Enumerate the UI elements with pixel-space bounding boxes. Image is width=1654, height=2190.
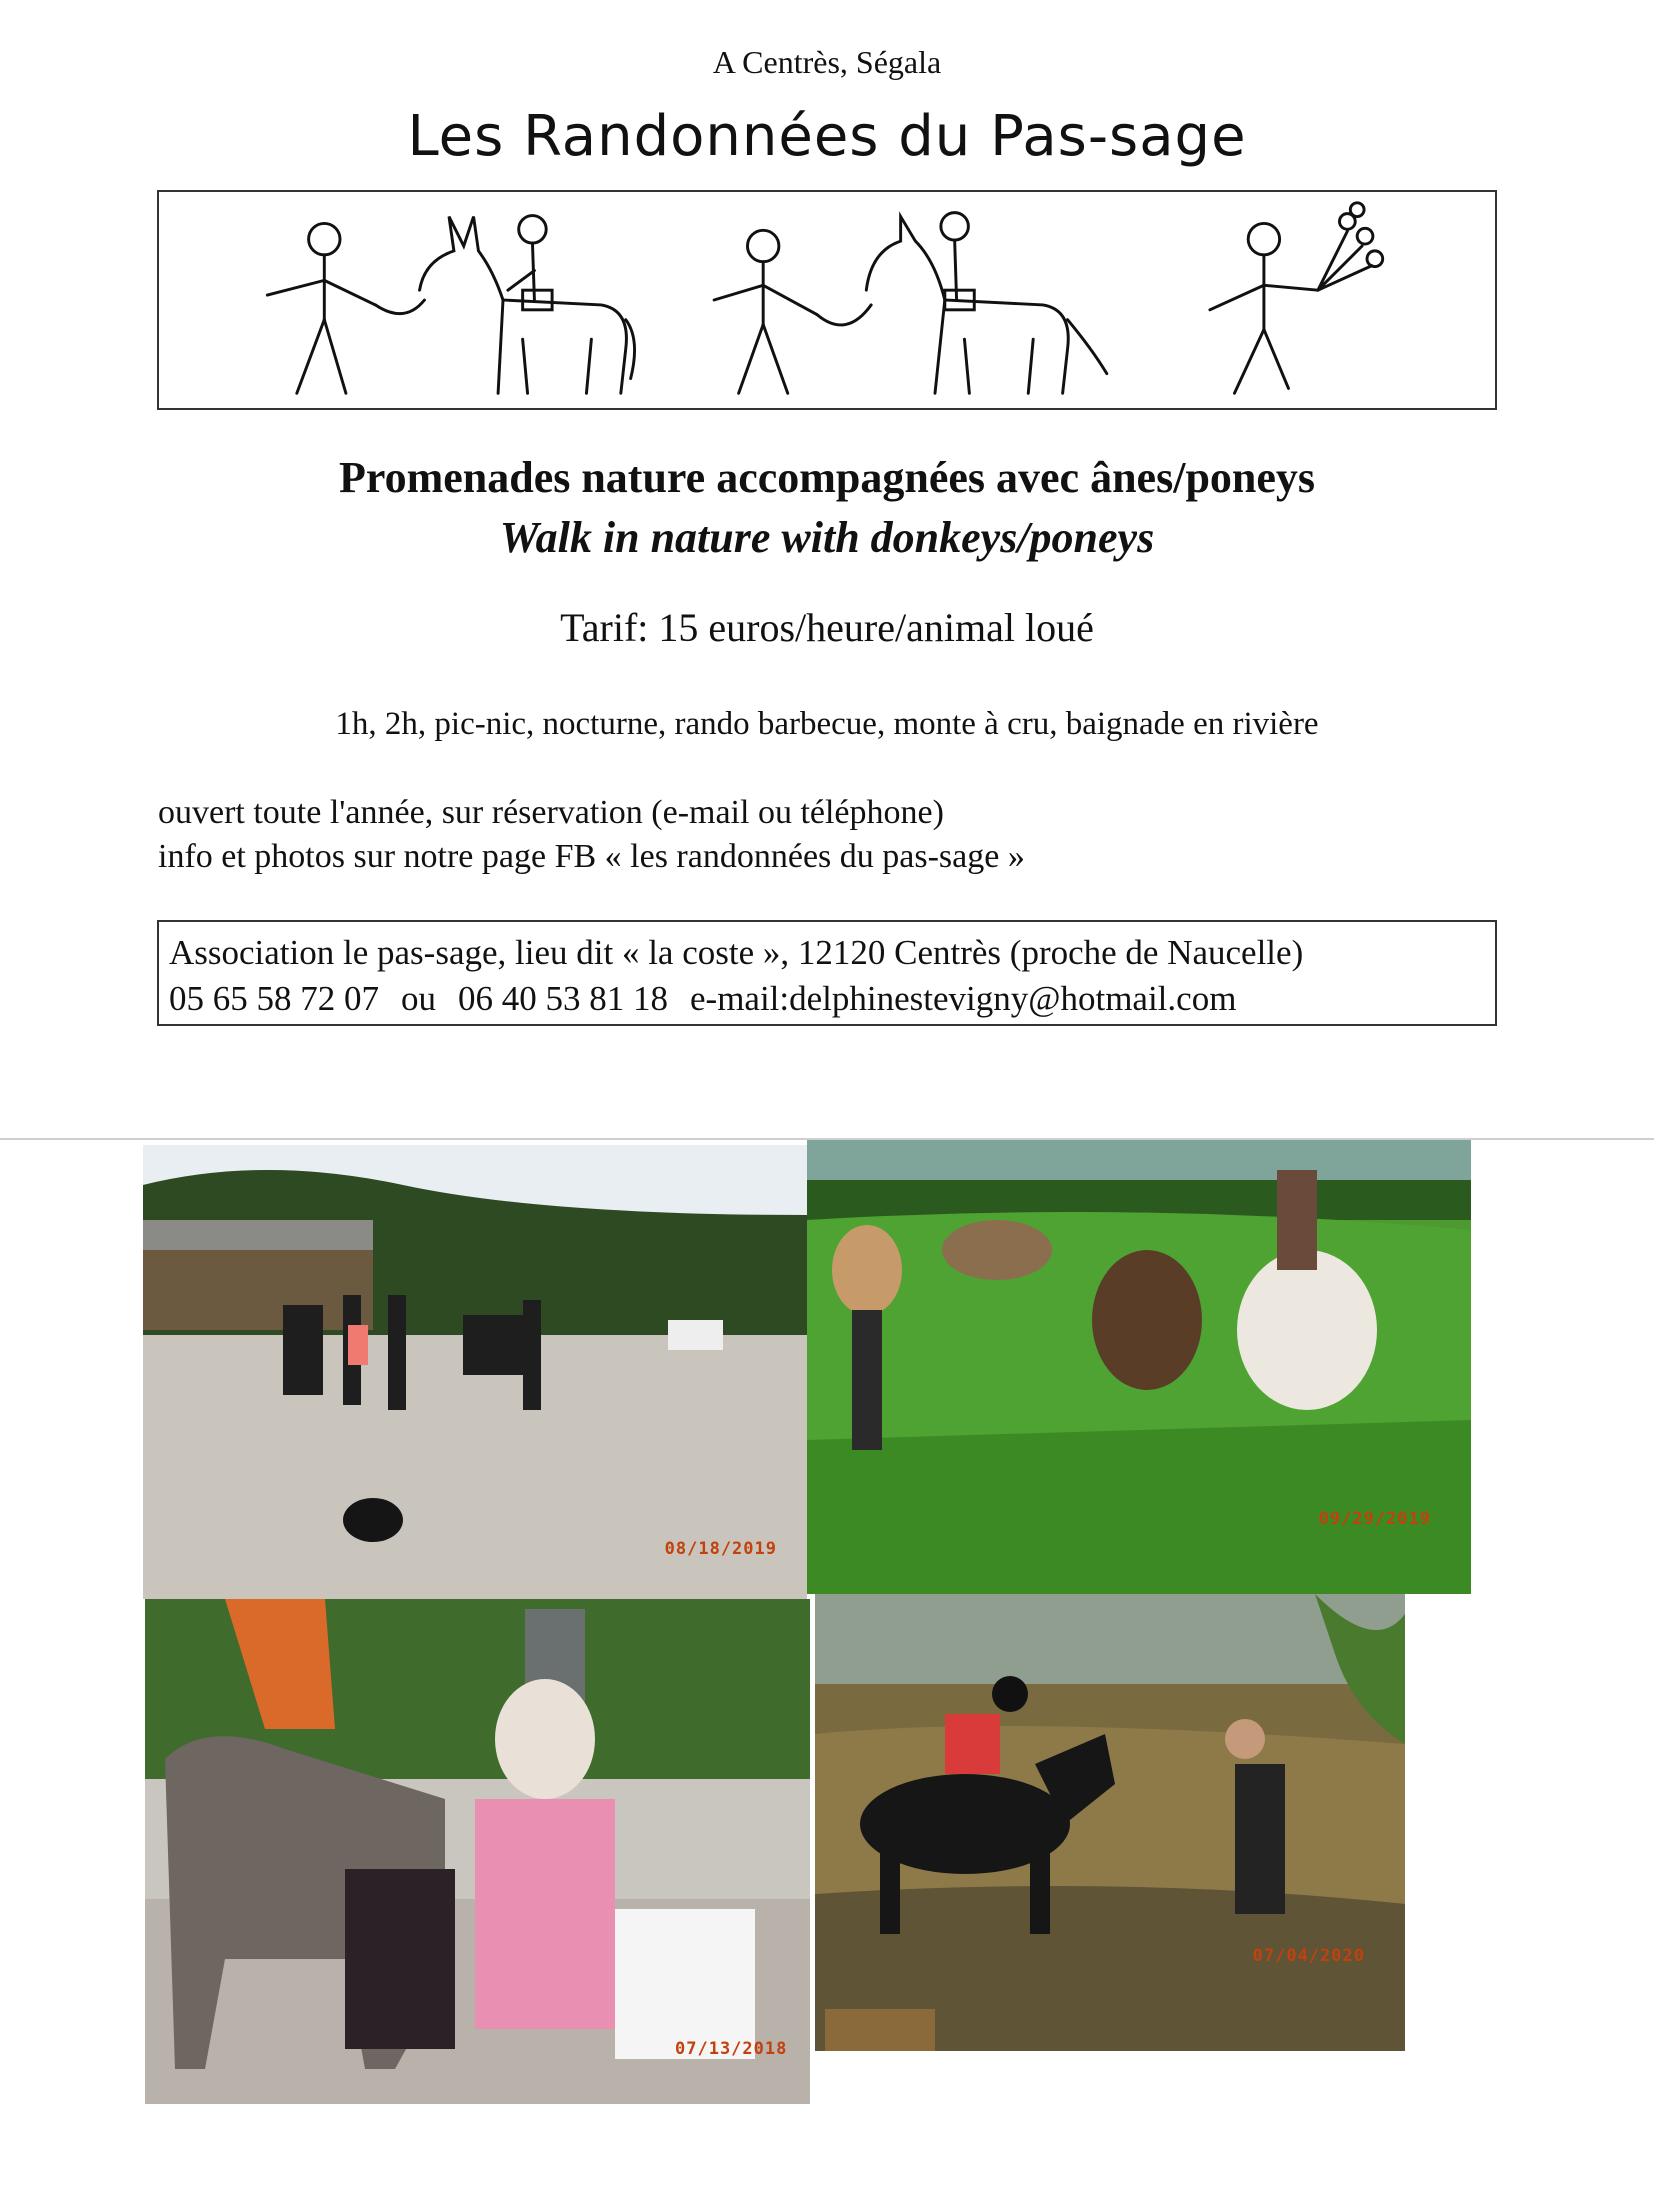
contact-box [157, 920, 1497, 1026]
phone-1[interactable]: 05 65 58 72 07 [169, 979, 379, 1018]
phone-2[interactable]: 06 40 53 81 18 [458, 979, 668, 1018]
headline-french: Promenades nature accompagnées avec ânes/poneys [338, 453, 1316, 502]
headline-english: Walk in nature with donkeys/poneys [499, 513, 1155, 562]
photo-elderly-visit-image [145, 1599, 810, 2104]
photo-date-stamp: 07/13/2018 [675, 2039, 788, 2059]
photo-meadow [807, 1140, 1471, 1594]
price-line: Tarif: 15 euros/heure/animal loué [560, 605, 1094, 650]
photo-parking-lot [143, 1145, 807, 1599]
stick-figure-banner [157, 190, 1497, 410]
facebook-info: info et photos sur notre page FB « les randonnées du pas-sage » [158, 838, 1025, 875]
photo-date-stamp: 08/18/2019 [664, 1539, 777, 1559]
photo-river-image [815, 1594, 1405, 2051]
walker-with-flowers [1210, 203, 1383, 393]
photo-parking-lot-image [143, 1145, 807, 1599]
location-heading: A Centrès, Ségala [712, 44, 942, 80]
page-title: Les Randonnées du Pas-sage [407, 104, 1247, 169]
contact-address: Association le pas-sage, lieu dit « la coste », 12120 Centrès (proche de Naucelle) [169, 933, 1304, 972]
pony-with-rider [866, 213, 1107, 394]
phone-separator: ou [401, 979, 436, 1018]
photo-date-stamp: 09/29/2019 [1318, 1509, 1431, 1529]
photo-river [815, 1594, 1405, 2051]
donkey-with-rider [420, 216, 635, 394]
walker-figure [714, 230, 871, 393]
email-address[interactable]: e-mail:delphinestevigny@hotmail.com [690, 979, 1237, 1018]
opening-info: ouvert toute l'année, sur réservation (e-mail ou téléphone) [158, 794, 944, 831]
walker-figure [267, 223, 424, 393]
photo-elderly-visit [145, 1599, 810, 2104]
activities-list: 1h, 2h, pic-nic, nocturne, rando barbecue, monte à cru, baignade en rivière [335, 706, 1319, 742]
photo-date-stamp: 07/04/2020 [1252, 1946, 1365, 1966]
contact-row [169, 976, 1485, 1022]
walkers-donkeys-illustration [159, 192, 1495, 408]
